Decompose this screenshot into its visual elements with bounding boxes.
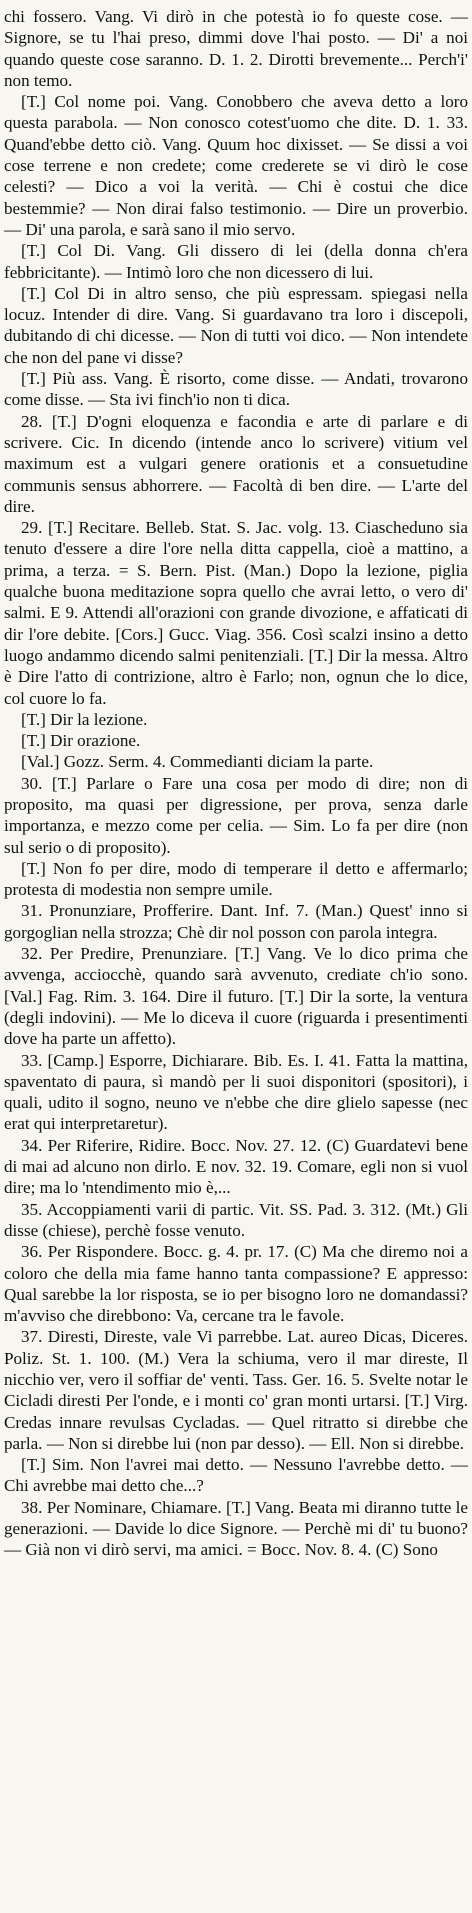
entry-31: 31. Pronunziare, Profferire. Dant. Inf. 7. (Man.) Quest' inno si gorgoglian nella strozza; Chè dir nol posson con parola integra. — [4, 901, 468, 942]
entry-36: 36. Per Rispondere. Bocc. g. 4. pr. 17. (C) Ma che diremo noi a coloro che della mia fame hanno tanta compassione? E appresso: Qual sarebbe la lor risposta, se io per bisogno loro ne domandassi? m'avviso che direbbono: Va, cercane tra le favole. — [4, 1242, 468, 1326]
entry-34: 34. Per Riferire, Ridire. Bocc. Nov. 27. 12. (C) Guardatevi bene di mai ad alcuno non dirlo. E nov. 32. 19. Comare, egli non si vuol dire; ma lo 'ntendimento mio è,... — [4, 1135, 468, 1198]
entry-37: 37. Diresti, Direste, vale Vi parrebbe. Lat. aureo Dicas, Diceres. Poliz. St. 1. 100. (M.) Vera la schiuma, vero il mar direste, Il nicchio ver, vero il soffiar de' venti. Tass. Ger. 16. 5. Svelte notar le Cicladi diresti Per l'onde, e i monti co' gran monti urtarsi. [T.] Virg. Credas innare revulsas Cycladas. — Quel ritratto si direbbe che parla. — Non si direbbe lui (non par desso). — Ell. Non si direbbe. — [4, 1327, 468, 1453]
entry-33: 33. [Camp.] Esporre, Dichiarare. Bib. Es. I. 41. Fatta la mattina, spaventato di paura, sì mandò per li suoi disponitori (spositori), i quali, udito il sogno, neuno ve n'ebbe che dire glielo sapesse (nec erat qui interpretaretur). — [4, 1050, 468, 1134]
entry-37-sim: [T.] Sim. Non l'avrei mai detto. — Nessuno l'avrebbe detto. — Chi avrebbe mai detto che...? — [4, 1455, 468, 1496]
entry-28: 28. [T.] D'ogni eloquenza e facondia e arte di parlare e di scrivere. Cic. In dicendo (intende anco lo scrivere) vitium vel maximum est a vulgari genere orationis et a consuetudine communis sensus abhorrere. — Facoltà di ben dire. — L'arte del dire. — [4, 411, 468, 516]
entry-29: 29. [T.] Recitare. Belleb. Stat. S. Jac. volg. 13. Ciascheduno sia tenuto d'essere a dire l'ore nella ditta cappella, cioè a mattino, a prima, a terza. = S. Bern. Pist. (Man.) Dopo la lezione, piglia qualche buona meditazione sopra quello che avrai letto, o vero di' salmi. E 9. Attendi all'orazioni con grande divozione, e affaticati di dir l'ore debite. [Cors.] Gucc. Viag. 356. Così scalzi insino a detto luogo andammo dicendo salmi penitenziali. [T.] Dir la messa. Altro è Dire l'atto di contrizione, altro è Farlo; non, ognun che lo dice, col cuore lo fa. — [4, 518, 468, 708]
entry-35: 35. Accoppiamenti varii di partic. Vit. SS. Pad. 3. 312. (Mt.) Gli disse (chiese), perchè fosse venuto. — [4, 1199, 468, 1240]
entry-29-gozz: [Val.] Gozz. Serm. 4. Commedianti diciam la parte. — [21, 752, 374, 772]
paragraph-col-di-altro-senso: [T.] Col Di in altro senso, che più espressam. spiegasi nella locuz. Intender di dire. Vang. Si guardavano tra loro i discepoli, dubitando di chi dicesse. — Non di tutti voi dico. — Non intendete che non del pane vi disse? — [4, 283, 468, 367]
entry-32: 32. Per Predire, Prenunziare. [T.] Vang. Ve lo dico prima che avvenga, acciocchè, quando sarà avvenuto, crediate ch'io sono. [Val.] Fag. Rim. 3. 164. Dire il futuro. [T.] Dir la sorte, la ventura (degli indovini). — Me lo diceva il cuore (riguarda i presentimenti dove ha parte un affetto). — [4, 944, 468, 1049]
paragraph-continuation: chi fossero. Vang. Vi dirò in che potestà io fo queste cose. — Signore, se tu l'hai preso, dimmi dove l'hai posto. — Di' a noi quando queste cose saranno. D. 1. 2. Dirotti brevemente... Perch'i' non temo. — [4, 7, 468, 90]
paragraph-piu-ass: [T.] Più ass. Vang. È risorto, come disse. — Andati, trovarono come disse. — Sta ivi finch'io non ti dica. — [4, 369, 468, 410]
entry-30-non-fo-per-dire: [T.] Non fo per dire, modo di temperare il detto e affermarlo; protesta di modestia non sempre umile. — [4, 858, 468, 900]
paragraph-col-nome: [T.] Col nome poi. Vang. Conobbero che aveva detto a loro questa parabola. — Non conosco cotest'uomo che dite. D. 1. 33. Quand'ebbe detto ciò. Vang. Quum hoc dixisset. — Se dissi a voi cose terrene e non credete; come crederete se vi dirò le cose celesti? — Dico a voi la verità. — Chi è costui che dice bestemmie? — Non dirai falso testimonio. — Dire un proverbio. — Di' una parola, e sarà sano il mio servo. — [4, 92, 468, 239]
entry-30: 30. [T.] Parlare o Fare una cosa per modo di dire; non di proposito, ma quasi per digressione, per prova, senza darle importanza, e mezzo come per celia. — Sim. Lo fa per dire (non sul serio o di proposito). — [4, 773, 468, 857]
entry-29-dir-lezione: [T.] Dir la lezione. — [21, 709, 148, 729]
entry-29-dir-orazione: [T.] Dir orazione. — [21, 731, 141, 751]
entry-38: 38. Per Nominare, Chiamare. [T.] Vang. Beata mi diranno tutte le generazioni. — Davide lo dice Signore. — Perchè mi di' tu buono? — Già non vi dirò servi, ma amici. = Bocc. Nov. 8. 4. (C) Sono — [4, 1497, 468, 1560]
paragraph-col-di: [T.] Col Di. Vang. Gli dissero di lei (della donna ch'era febbricitante). — Intimò loro che non dicessero di lui. — [4, 241, 468, 282]
